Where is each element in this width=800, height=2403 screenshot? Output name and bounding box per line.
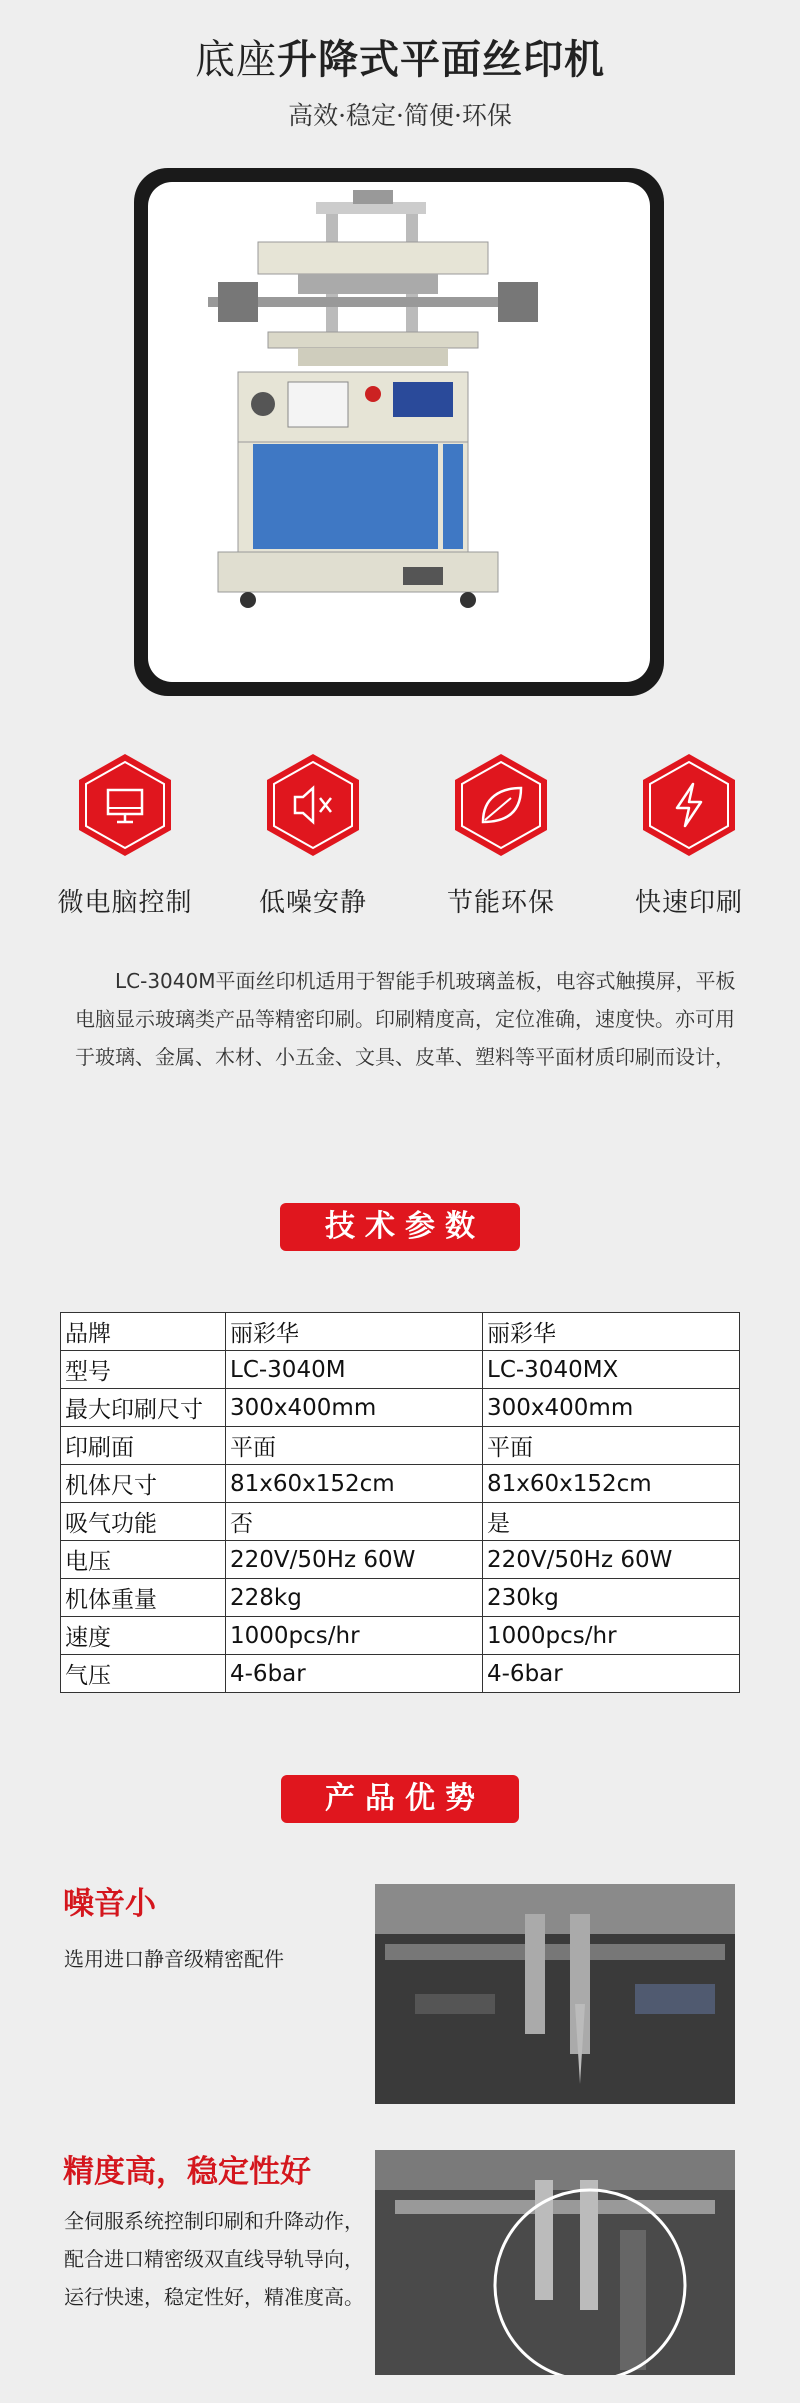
spec-value: 否 bbox=[226, 1503, 483, 1541]
spec-row bbox=[61, 1313, 740, 1351]
page-subtitle: 高效·稳定·简便·环保 bbox=[288, 101, 512, 130]
leaf-icon bbox=[453, 752, 549, 858]
spec-value: 230kg bbox=[483, 1579, 740, 1617]
spec-label: 吸气功能 bbox=[61, 1503, 226, 1541]
spec-row bbox=[61, 1427, 740, 1465]
feature-label: 微电脑控制 bbox=[57, 888, 193, 918]
feature-label: 快速印刷 bbox=[634, 888, 743, 918]
spec-value: 丽彩华 bbox=[226, 1313, 483, 1351]
feature-label: 节能环保 bbox=[446, 888, 555, 918]
advantage-title: 精度高，稳定性好 bbox=[63, 2154, 311, 2190]
product-photo-frame bbox=[134, 168, 664, 696]
spec-label: 机体重量 bbox=[61, 1579, 226, 1617]
feature-item bbox=[30, 752, 220, 919]
section-title-specs: 技术参数 bbox=[280, 1203, 520, 1251]
monitor-icon bbox=[77, 752, 173, 858]
feature-item bbox=[406, 752, 596, 919]
feature-label: 低噪安静 bbox=[258, 888, 367, 918]
spec-label: 机体尺寸 bbox=[61, 1465, 226, 1503]
feature-item bbox=[594, 752, 784, 919]
title-main: 升降式平面丝印机 bbox=[277, 37, 605, 83]
advantage-text: 全伺服系统控制印刷和升降动作，配合进口精密级双直线导轨导向，运行快速，稳定性好，精准度高。 bbox=[64, 2209, 364, 2309]
feature-item bbox=[218, 752, 408, 919]
spec-value: 300x400mm bbox=[226, 1389, 483, 1427]
page-title bbox=[0, 28, 800, 85]
advantage-photo-noise bbox=[375, 1884, 735, 2104]
spec-label: 气压 bbox=[61, 1655, 226, 1693]
spec-row bbox=[61, 1465, 740, 1503]
spec-row bbox=[61, 1655, 740, 1693]
spec-value: LC-3040M bbox=[226, 1351, 483, 1389]
advantage-title: 噪音小 bbox=[63, 1886, 156, 1922]
spec-value: 220V/50Hz 60W bbox=[483, 1541, 740, 1579]
spec-row bbox=[61, 1541, 740, 1579]
spec-value: 1000pcs/hr bbox=[226, 1617, 483, 1655]
spec-value: 是 bbox=[483, 1503, 740, 1541]
spec-value: 81x60x152cm bbox=[226, 1465, 483, 1503]
section-title-advantages: 产品优势 bbox=[281, 1775, 519, 1823]
spec-value: 1000pcs/hr bbox=[483, 1617, 740, 1655]
lightning-icon bbox=[641, 752, 737, 858]
print-head-closeup-illustration bbox=[375, 1884, 735, 2104]
spec-table bbox=[60, 1312, 740, 1693]
spec-row bbox=[61, 1579, 740, 1617]
spec-row bbox=[61, 1389, 740, 1427]
spec-label: 电压 bbox=[61, 1541, 226, 1579]
advantage-text: 选用进口静音级精密配件 bbox=[64, 1947, 284, 1971]
spec-row bbox=[61, 1503, 740, 1541]
spec-value: 4-6bar bbox=[226, 1655, 483, 1693]
spec-label: 最大印刷尺寸 bbox=[61, 1389, 226, 1427]
spec-value: 平面 bbox=[226, 1427, 483, 1465]
spec-value: 220V/50Hz 60W bbox=[226, 1541, 483, 1579]
spec-value: 81x60x152cm bbox=[483, 1465, 740, 1503]
spec-row bbox=[61, 1351, 740, 1389]
feature-list bbox=[0, 752, 800, 918]
spec-value: 丽彩华 bbox=[483, 1313, 740, 1351]
spec-label: 品牌 bbox=[61, 1313, 226, 1351]
spec-value: 平面 bbox=[483, 1427, 740, 1465]
screen-printer-machine-illustration bbox=[148, 182, 650, 682]
product-photo bbox=[148, 182, 650, 682]
spec-value: LC-3040MX bbox=[483, 1351, 740, 1389]
spec-label: 速度 bbox=[61, 1617, 226, 1655]
product-description: LC-3040M平面丝印机适用于智能手机玻璃盖板，电容式触摸屏，平板电脑显示玻璃类产品等精密印刷。印刷精度高，定位准确，速度快。亦可用于玻璃、金属、木材、小五金、文具、皮革、塑料等平面材质印刷而设计， bbox=[75, 969, 736, 1069]
linear-guide-closeup-illustration bbox=[375, 2150, 735, 2375]
spec-row bbox=[61, 1617, 740, 1655]
advantage-photo-precision bbox=[375, 2150, 735, 2375]
spec-value: 4-6bar bbox=[483, 1655, 740, 1693]
title-prefix: 底座 bbox=[195, 37, 277, 83]
speaker-mute-icon bbox=[265, 752, 361, 858]
spec-label: 印刷面 bbox=[61, 1427, 226, 1465]
spec-value: 228kg bbox=[226, 1579, 483, 1617]
spec-value: 300x400mm bbox=[483, 1389, 740, 1427]
spec-label: 型号 bbox=[61, 1351, 226, 1389]
